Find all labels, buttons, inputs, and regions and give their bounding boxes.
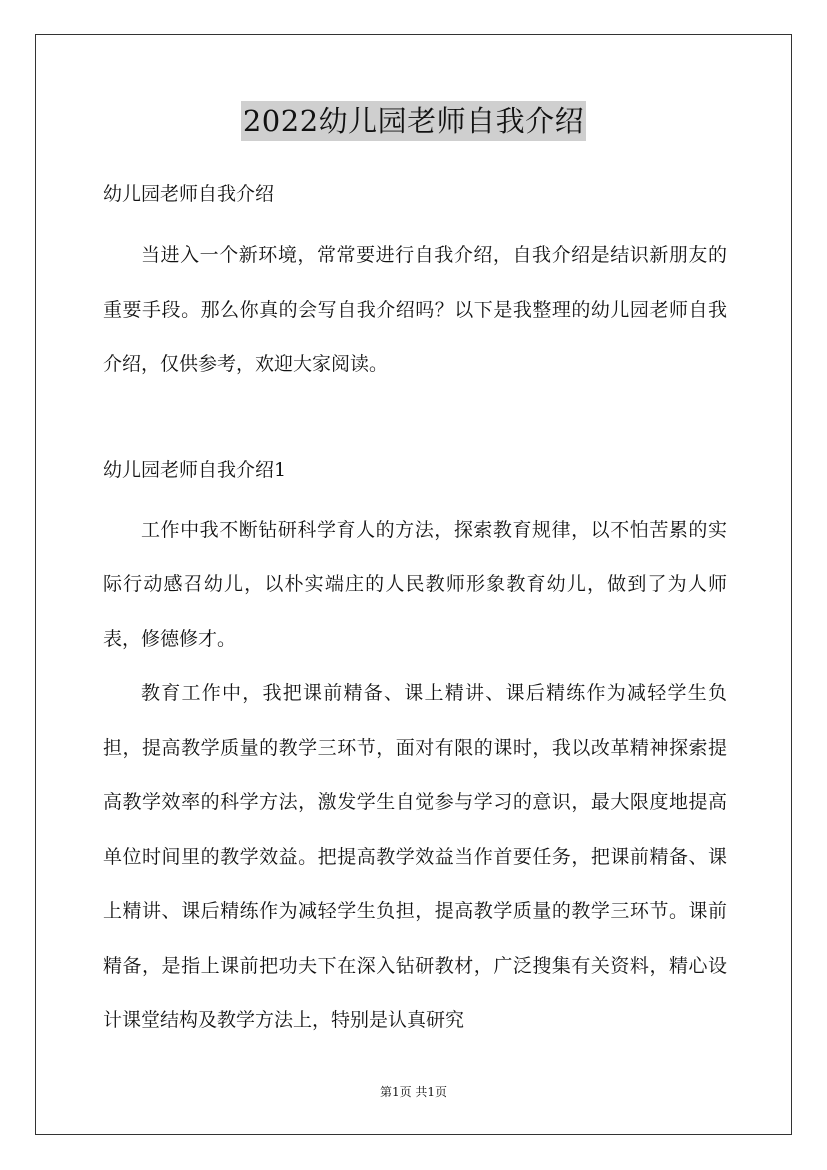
section-1-heading: 幼儿园老师自我介绍1 — [103, 458, 287, 481]
page-number: 第1页 共1页 — [379, 1085, 448, 1099]
intro-heading: 幼儿园老师自我介绍 — [103, 183, 275, 205]
section-1-paragraph-2: 教育工作中，我把课前精备、课上精讲、课后精练作为减轻学生负担，提高教学质量的教学三环节，面对有限的课时，我以改革精神探索提高教学效率的科学方法，激发学生自觉参与学习的意识，最大限度地提高单位时间里的教学效益。把提高教学效益当作首要任务，把课前精备、课上精讲、课后精练作为减轻学生负担，提高教学质量的教学三环节。课前精备，是指上课前把功夫下在深入钻研教材，广泛搜集有关资料，精心设计课堂结构及教学方法上，特别是认真研究 — [103, 682, 727, 1031]
section-1-paragraph-1: 工作中我不断钻研科学育人的方法，探索教育规律，以不怕苦累的实际行动感召幼儿，以朴实端庄的人民教师形象教育幼儿，做到了为人师表，修德修才。 — [103, 518, 727, 650]
title-container — [0, 101, 827, 141]
intro-paragraph: 当进入一个新环境，常常要进行自我介绍，自我介绍是结识新朋友的重要手段。那么你真的会写自我介绍吗？以下是我整理的幼儿园老师自我介绍，仅供参考，欢迎大家阅读。 — [103, 244, 727, 375]
document-title: 2022幼儿园老师自我介绍 — [241, 101, 586, 141]
page-footer — [0, 1083, 827, 1100]
document-body — [103, 174, 727, 1048]
